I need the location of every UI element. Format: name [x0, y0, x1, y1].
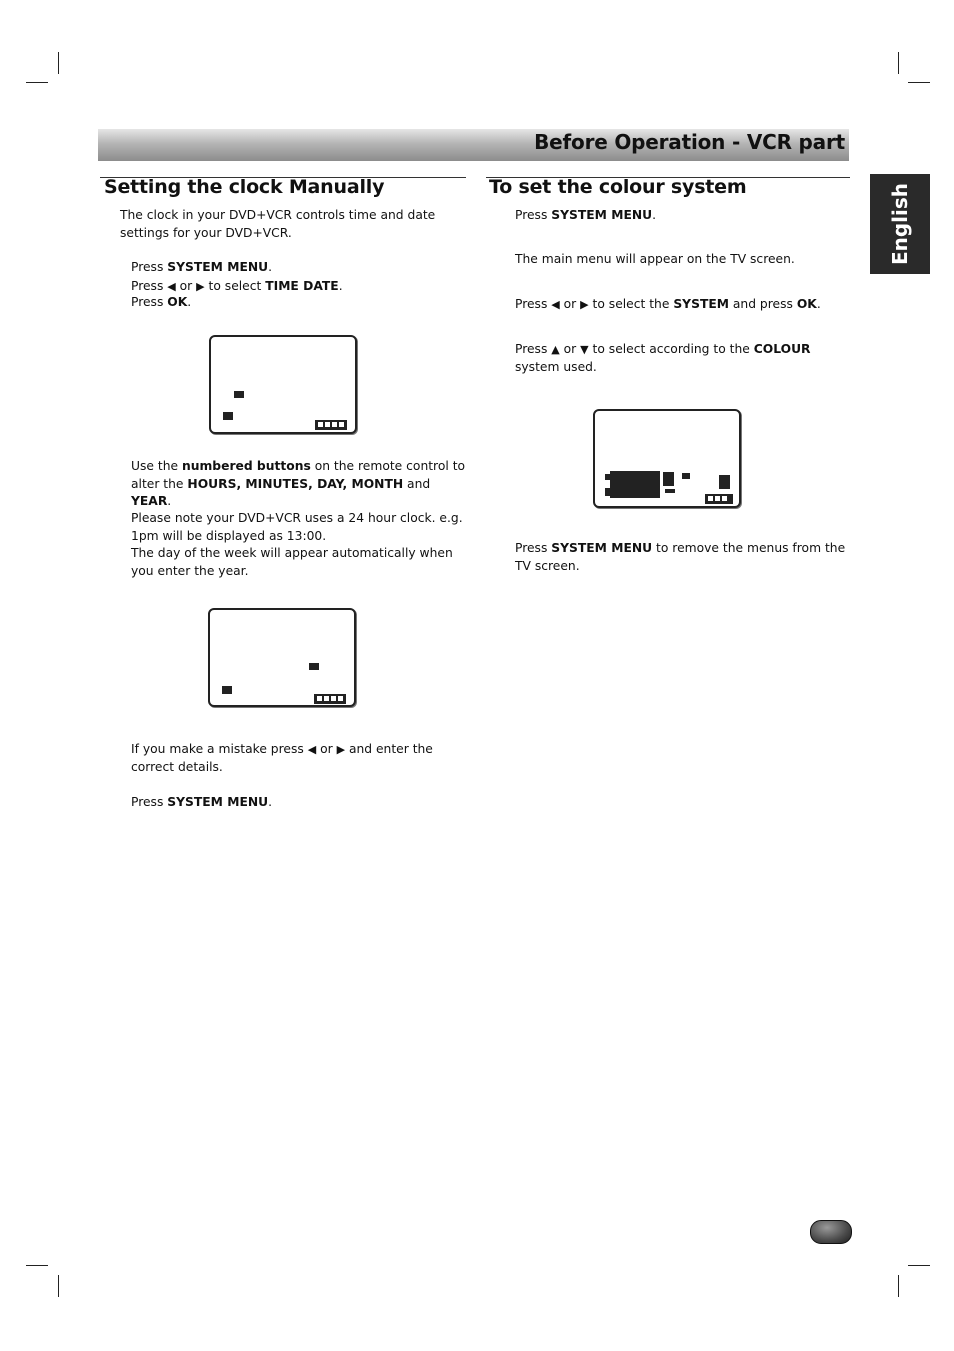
- down-arrow-icon: ▼: [580, 343, 589, 356]
- navigation-keys-icon: [705, 494, 733, 504]
- crop-mark: [898, 1275, 899, 1297]
- section-banner: [98, 129, 849, 161]
- crop-mark: [58, 52, 59, 74]
- clock-icon: [222, 686, 232, 694]
- clock-step-2: Press ◀ or ▶ to select TIME DATE.: [131, 279, 343, 293]
- menu-icon: [605, 488, 610, 496]
- navigation-keys-icon: [314, 694, 346, 704]
- option-icon: [682, 473, 690, 479]
- clock-step-final: Press SYSTEM MENU.: [131, 795, 273, 809]
- clock-mistake-note: If you make a mistake press ◀ or ▶ and enter the correct details.: [131, 742, 433, 774]
- navigation-keys-icon: [315, 420, 347, 430]
- clock-icon: [223, 412, 233, 420]
- tv-screen-illustration: [209, 335, 357, 434]
- section-heading-clock: Setting the clock Manually: [104, 176, 385, 198]
- clock-step-3: Press OK.: [131, 295, 192, 309]
- left-arrow-icon: ◀: [307, 743, 317, 756]
- tape-icon: [719, 475, 730, 489]
- crop-mark: [58, 1275, 59, 1297]
- language-tab-label: English: [888, 182, 912, 266]
- clock-step-4: Use the numbered buttons on the remote control to alter the HOURS, MINUTES, DAY, MONTH and YEAR.: [131, 459, 466, 508]
- option-icon: [665, 489, 675, 493]
- crop-mark: [908, 82, 930, 83]
- page-title: Before Operation - VCR part: [534, 130, 845, 154]
- right-arrow-icon: ▶: [196, 280, 205, 293]
- right-arrow-icon: ▶: [336, 743, 346, 756]
- colour-step-1: Press SYSTEM MENU.: [515, 208, 657, 222]
- section-heading-colour: To set the colour system: [489, 176, 747, 198]
- tv-screen-illustration: [593, 409, 741, 508]
- clock-note-weekday: The day of the week will appear automatically when you enter the year.: [131, 546, 453, 578]
- up-arrow-icon: ▲: [551, 343, 560, 356]
- colour-step-4: Press ▲ or ▼ to select according to the COLOUR system used.: [515, 342, 811, 374]
- colour-step-5: Press SYSTEM MENU to remove the menus from the TV screen.: [515, 541, 846, 573]
- clock-note-24h: Please note your DVD+VCR uses a 24 hour clock. e.g. 1pm will be displayed as 13:00.: [131, 511, 463, 543]
- crop-mark: [898, 52, 899, 74]
- menu-pointer-icon: [605, 474, 611, 480]
- menu-panel: [610, 471, 660, 498]
- cursor-block: [309, 663, 319, 670]
- right-arrow-icon: ▶: [580, 298, 589, 311]
- tv-screen-illustration: [208, 608, 356, 707]
- page-number-badge: [810, 1220, 852, 1244]
- language-tab: [870, 174, 930, 274]
- left-arrow-icon: ◀: [551, 298, 560, 311]
- crop-mark: [908, 1265, 930, 1266]
- colour-step-3: Press ◀ or ▶ to select the SYSTEM and press OK.: [515, 297, 821, 311]
- left-arrow-icon: ◀: [167, 280, 176, 293]
- clock-intro: The clock in your DVD+VCR controls time and date settings for your DVD+VCR.: [120, 208, 436, 240]
- colour-step-2: The main menu will appear on the TV screen.: [515, 252, 795, 266]
- colour-option-icon: [663, 472, 674, 486]
- crop-mark: [26, 1265, 48, 1266]
- crop-mark: [26, 82, 48, 83]
- cursor-block: [234, 391, 244, 398]
- clock-step-1: Press SYSTEM MENU.: [131, 260, 273, 274]
